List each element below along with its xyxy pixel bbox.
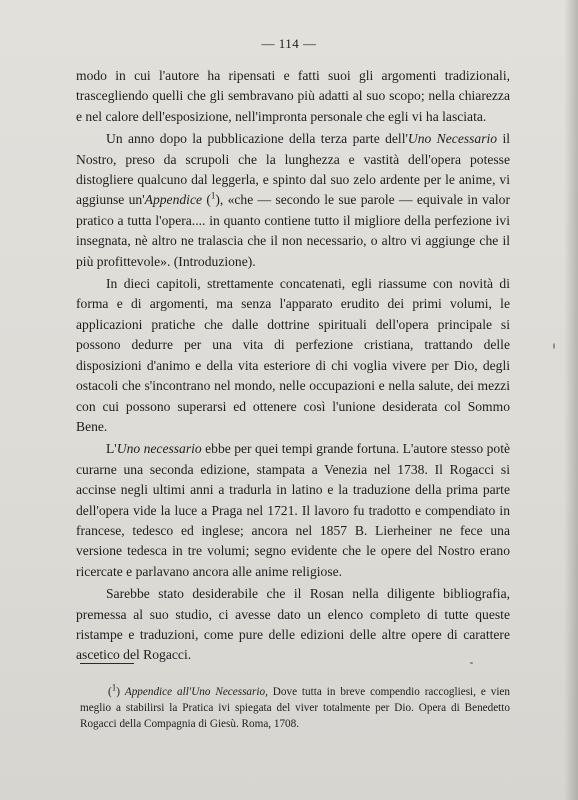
text-run: modo in cui l'autore ha ripensati e fatti suoi gli argomenti tradizionali, trascegliendo quelli che gli sembravano più adatti al suo scopo; nella chiarezza e nel calore dell'esposizione, nell'impronta personale che egli vi ha lasciata.	[76, 68, 510, 124]
text-run: il Nostro, preso da scrupoli che la lunghezza e vastità dell'opera potesse distogliere qualcuno dal leggerla, e spinto dal suo zelo ardente per le anime, vi aggiunse un'	[76, 131, 510, 208]
paragraph-4	[76, 439, 510, 582]
footnote-marker: 1	[111, 682, 117, 693]
text-run: Dove tutta in breve compendio raccogliesi, e vien meglio a stabilirsi la Pratica ivi spiegata del viver totalmente per Dio. Opera di Benedetto Rogacci della Compagnia di Giesù. Roma, 1708.	[80, 686, 510, 730]
text-run: (	[202, 192, 211, 208]
footnote	[80, 684, 510, 732]
body-text	[76, 66, 510, 666]
paper-speck	[553, 343, 555, 349]
text-run: (	[108, 686, 112, 698]
text-run: Un anno dopo la pubblicazione della terza parte dell'	[106, 131, 408, 147]
paragraph-1	[76, 66, 510, 127]
italic-title: Appendice all'Uno Necessario,	[124, 686, 268, 698]
text-run: L'	[106, 441, 117, 457]
page-edge-shadow	[564, 0, 578, 800]
text-run: ), «che — secondo le sue parole — equivale in valor pratico a tutta l'opera.... in quanto contiene tutto il migliore della perfezione ivi insegnata, nè altro ne tralascia che il non necessario, o altro vi aggiunge che il più profittevole». (Introduzione).	[76, 192, 511, 269]
text-run: In dieci capitoli, strettamente concatenati, egli riassume con novità di forma e di argomenti, ma senza l'apparato erudito dei primi volumi, le applicazioni pratiche che dalle dottrine spirituali dell'opera principale si possono dedurre per una vita di perfezione cristiana, trattando delle disposizioni d'animo e della vita esteriore di chi voglia vivere per Dio, degli ostacoli che s'incontrano nel mondo, nelle occupazioni e nella salute, dei mezzi con cui possono superarsi ed ottenere così l'unione desiderata col Sommo Bene.	[76, 276, 510, 434]
paragraph-2	[76, 129, 510, 272]
italic-title: Appendice	[144, 192, 203, 208]
text-run: )	[116, 686, 125, 698]
italic-title: Uno Necessario	[407, 131, 498, 147]
paragraph-5	[76, 584, 510, 666]
page-number: — 114 —	[261, 36, 317, 51]
italic-title: Uno necessario	[116, 441, 202, 457]
footnote-marker: 1	[210, 190, 216, 201]
footnote-divider	[80, 663, 134, 664]
paper-speck	[470, 662, 473, 664]
paragraph-3	[76, 274, 510, 437]
text-run: ebbe per quei tempi grande fortuna. L'autore stesso potè curarne una seconda edizione, stampata a Venezia nel 1738. Il Rogacci si accinse negli ultimi anni a tradurla in latino e la traduzione della prima parte dell'opera vide la luce a Praga nel 1721. Il lavoro fu tradotto e compendiato in francese, tedesco ed inglese; ancora nel 1857 B. Lierheiner ne fece una versione tedesca in tre volumi; segno evidente che le opere del Nostro erano ricercate e parlavano ancora alle anime religiose.	[76, 441, 511, 579]
text-run: Sarebbe stato desiderabile che il Rosan nella diligente bibliografia, premessa al suo studio, ci avesse dato un elenco completo di tutte queste ristampe e traduzioni, come pure delle edizioni delle altre opere di carattere ascetico del Rogacci.	[76, 586, 510, 663]
